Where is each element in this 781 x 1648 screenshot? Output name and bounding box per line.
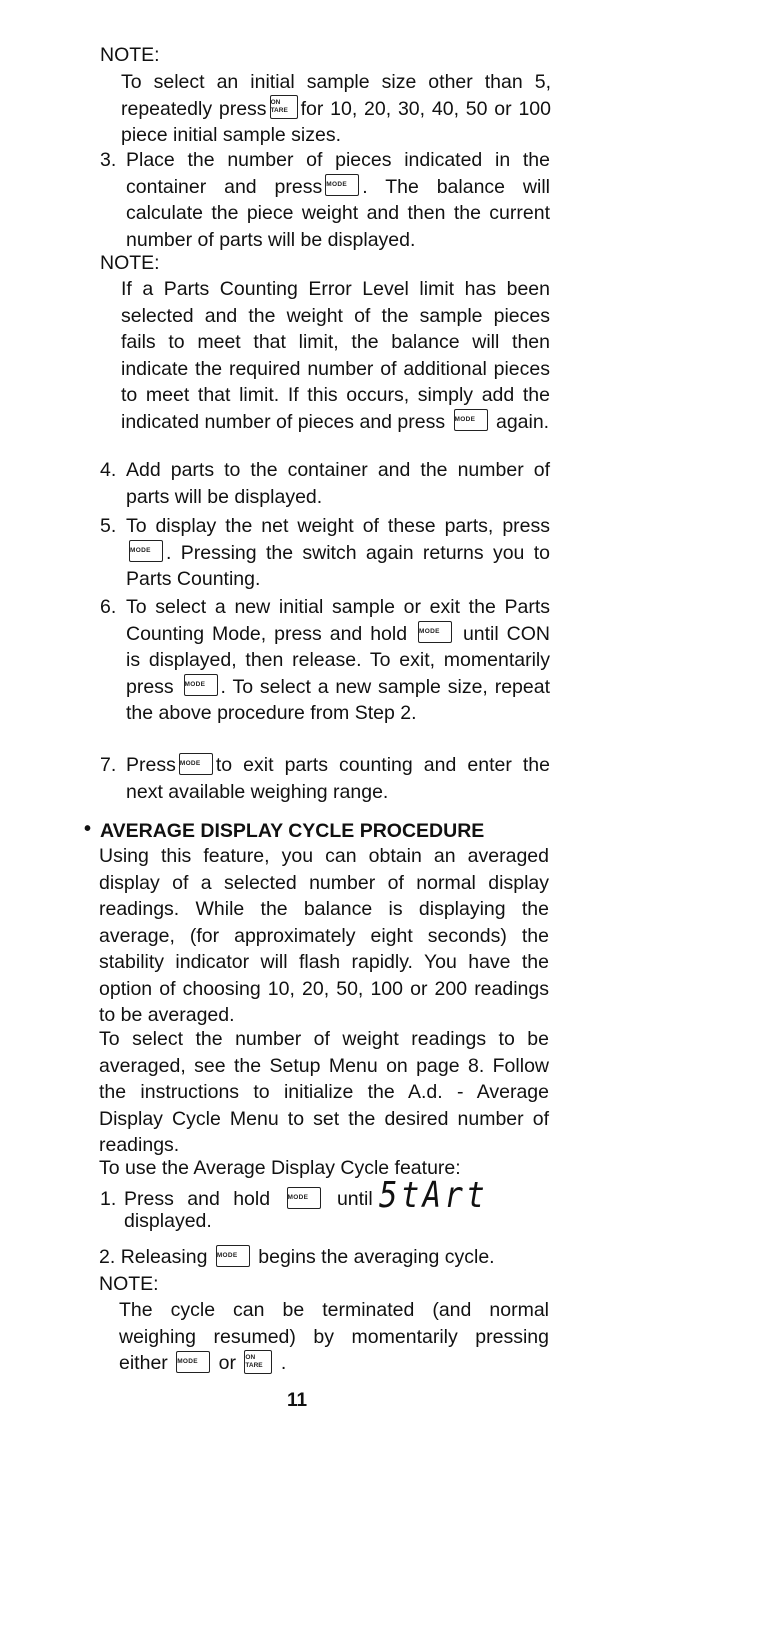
key-label: ON xyxy=(270,99,281,107)
note-text-part: To select an initial sample size other than 5, repeatedly press xyxy=(121,71,551,120)
step-text-part: until CON is displayed, then release. To exit, momentarily press xyxy=(126,622,550,698)
section-paragraph: Using this feature, you can obtain an averaged display of a selected number of normal display readings. While the balance is displaying the average, (for approximately eight seconds) the stability indicator will flash rapidly. You have the option of choosing 10, 20, 50, 100 or 200 readings to be averaged. xyxy=(99,845,549,1026)
section-paragraph: To select the number of weight readings to be averaged, see the Setup Menu on page 8. Follow the instructions to initialize the A.d. - Average Display Cycle Menu to set the desired number of readings. xyxy=(99,1028,549,1156)
step-text-part: begins the averaging cycle. xyxy=(258,1246,495,1268)
step-text-part: Press xyxy=(126,754,176,776)
mode-key-icon: MODE xyxy=(454,409,488,431)
mode-key-icon: MODE xyxy=(184,674,218,696)
note-label: NOTE: xyxy=(100,252,160,274)
key-label: ON xyxy=(245,1353,256,1361)
step-text-part: Place the number of pieces indicated in the container and press xyxy=(126,149,550,198)
note-text-part: or xyxy=(218,1352,236,1374)
step-number: 1. xyxy=(100,1188,117,1210)
step-text-part: displayed. xyxy=(124,1210,212,1232)
step-text-part: To display the net weight of these parts, press xyxy=(126,515,550,537)
note-label: NOTE: xyxy=(100,44,160,66)
step-text-part: to exit parts counting and enter the next available weighing range. xyxy=(126,754,550,803)
step-text-part: . Pressing the switch again returns you to Parts Counting. xyxy=(126,541,550,590)
mode-key-icon: MODE xyxy=(418,621,452,643)
note-text-part: . xyxy=(280,1352,287,1374)
key-label: TARE xyxy=(270,107,288,115)
note-text xyxy=(121,69,551,149)
mode-key-icon: MODE xyxy=(325,174,359,196)
mode-key-icon: MODE xyxy=(179,753,213,775)
page-number: 11 xyxy=(287,1390,308,1411)
step-text-part: To select a new initial sample or exit the Parts Counting Mode, press and hold xyxy=(126,596,550,645)
step-text-part: Releasing xyxy=(120,1246,208,1268)
step-text xyxy=(126,594,550,727)
step-text xyxy=(99,1244,554,1271)
step-text: Add parts to the container and the number of parts will be displayed. xyxy=(126,459,550,508)
step-text-part: . To select a new sample size, repeat the above procedure from Step 2. xyxy=(126,675,550,724)
step-text xyxy=(126,752,550,805)
section-paragraph: To use the Average Display Cycle feature: xyxy=(99,1157,461,1179)
note-text xyxy=(119,1297,549,1377)
on-tare-key-icon xyxy=(270,95,298,119)
mode-key-icon: MODE xyxy=(216,1245,250,1267)
mode-key-icon: MODE xyxy=(176,1351,210,1373)
section-heading: AVERAGE DISPLAY CYCLE PROCEDURE xyxy=(100,820,485,842)
step-number: 2. xyxy=(99,1246,116,1268)
step-text xyxy=(126,147,550,253)
mode-key-icon: MODE xyxy=(129,540,163,562)
step-text-part: Press and hold xyxy=(124,1188,271,1210)
step-text xyxy=(126,513,550,593)
mode-key-icon: MODE xyxy=(287,1187,321,1209)
note-text-part: If a Parts Counting Error Level limit has been selected and the weight of the sample pieces fails to meet that limit, the balance will then indicate the required number of additional pieces to meet that limit. If this occurs, simply add the indicated number of pieces and press xyxy=(121,278,550,433)
note-text-part: again. xyxy=(495,410,550,433)
step-number: 5. xyxy=(100,515,117,537)
note-text-part: The cycle can be terminated (and normal weighing resumed) by momentarily pressing either xyxy=(119,1299,549,1374)
key-label: TARE xyxy=(245,1361,263,1369)
note-label: NOTE: xyxy=(99,1273,159,1295)
on-tare-key-icon xyxy=(244,1350,272,1374)
step-number: 3. xyxy=(100,149,117,171)
bullet-icon: • xyxy=(84,818,92,840)
start-display-readout: 5tArt xyxy=(378,1174,488,1216)
step-number: 4. xyxy=(100,459,117,481)
step-number: 6. xyxy=(100,596,117,618)
note-text-part: for 10, 20, 30, 40, 50 or 100 piece initial sample sizes. xyxy=(121,97,551,146)
step-text-part: . The balance will calculate the piece weight and then the current number of parts will be displayed. xyxy=(126,175,550,251)
note-text xyxy=(121,276,550,435)
step-number: 7. xyxy=(100,754,117,776)
step-text-part: until xyxy=(336,1188,373,1210)
